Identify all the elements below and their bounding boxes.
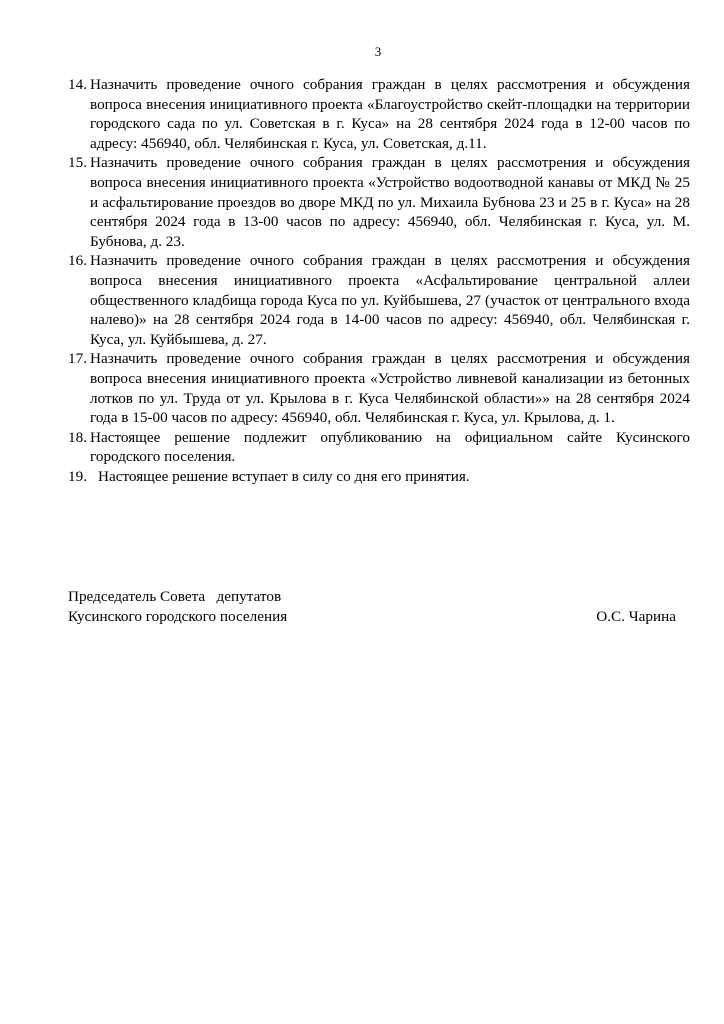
item-text: Назначить проведение очного собрания граждан в целях рассмотрения и обсуждения вопроса внесения инициативного проекта «Асфальтирование центральной аллеи общественного кладбища города Куса по ул. Куйбышева, 27 (участок от центрального входа налево)» на 28 сентября 2024 года в 14-00 часов по адресу: 456940, обл. Челябинская г. Куса, ул. Куйбышева, д. 27. bbox=[90, 252, 690, 348]
page-number: 3 bbox=[374, 44, 382, 59]
item-number: 17. bbox=[68, 350, 87, 368]
signatory-organization: Кусинского городского поселения bbox=[68, 607, 288, 625]
item-text: Настоящее решение подлежит опубликованию на официальном сайте Кусинского городского поселения. bbox=[90, 428, 690, 466]
decision-item bbox=[68, 467, 690, 487]
item-number: 19. bbox=[68, 467, 87, 485]
item-text: Назначить проведение очного собрания граждан в целях рассмотрения и обсуждения вопроса внесения инициативного проекта «Устройство ливневой канализации из бетонных лотков по ул. Труда от ул. Крылова в г. Куса Челябинской области»» на 28 сентября 2024 года в 15-00 часов по адресу: 456940, обл. Челябинская г. Куса, ул. Крылова, д. 1. bbox=[90, 350, 690, 427]
signature-line-org bbox=[68, 607, 676, 627]
decision-item bbox=[68, 75, 690, 153]
decision-items-list bbox=[68, 75, 690, 486]
signatory-title: Председатель Совета депутатов bbox=[68, 588, 282, 605]
decision-item bbox=[68, 428, 690, 467]
item-text: Назначить проведение очного собрания граждан в целях рассмотрения и обсуждения вопроса внесения инициативного проекта «Благоустройство скейт-площадки на территории городского сада по ул. Советская в г. Куса» на 28 сентября 2024 года в 12-00 часов по адресу: 456940, обл. Челябинская г. Куса, ул. Советская, д.11. bbox=[90, 76, 690, 152]
item-text: Настоящее решение вступает в силу со дня его принятия. bbox=[98, 467, 470, 485]
item-number: 14. bbox=[68, 76, 87, 93]
item-number: 16. bbox=[68, 252, 87, 270]
decision-item bbox=[68, 153, 690, 251]
signature-line-title bbox=[68, 587, 676, 607]
item-number: 15. bbox=[68, 154, 87, 172]
decision-item bbox=[68, 349, 690, 427]
signature-block bbox=[68, 587, 676, 626]
item-number: 18. bbox=[68, 428, 87, 446]
signatory-name: О.С. Чарина bbox=[596, 607, 676, 625]
decision-item bbox=[68, 251, 690, 349]
item-text: Назначить проведение очного собрания граждан в целях рассмотрения и обсуждения вопроса внесения инициативного проекта «Устройство водоотводной канавы от МКД № 25 и асфальтирование проездов во дворе МКД по ул. Михаила Бубнова 23 и 25 в г. Куса» на 28 сентября 2024 года в 13-00 часов по адресу: 456940, обл. Челябинская г. Куса, ул. М. Бубнова, д. 23. bbox=[90, 154, 690, 250]
